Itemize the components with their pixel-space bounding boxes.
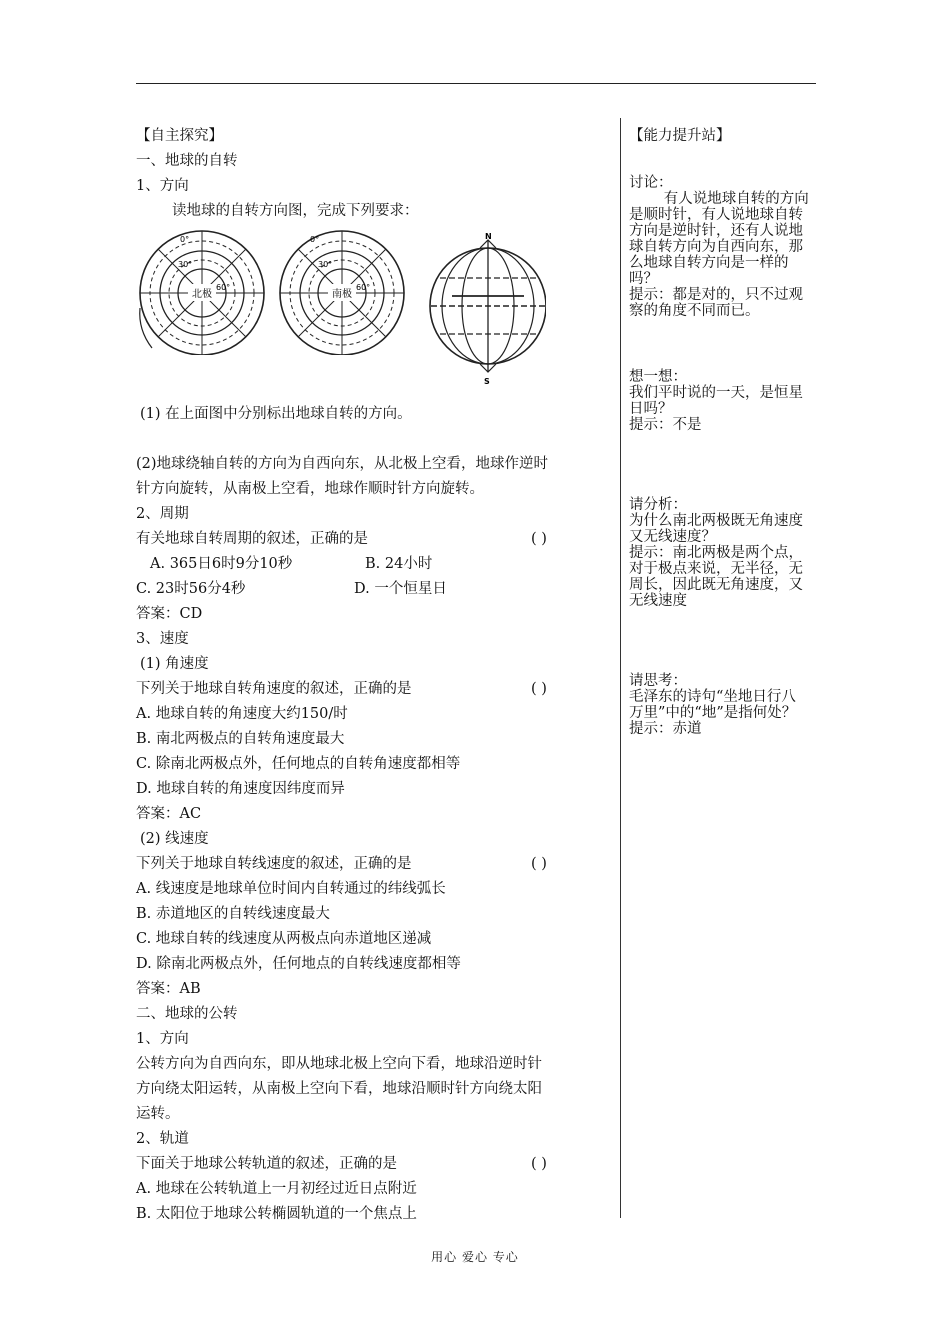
south-pole-figure bbox=[276, 230, 411, 355]
box-hint: 提示：不是 bbox=[629, 417, 702, 433]
subsection-title: (2) 线速度 bbox=[140, 831, 209, 847]
answer-blank: ( ) bbox=[531, 681, 547, 697]
box-label: 想一想： bbox=[629, 369, 687, 385]
paragraph-line: 运转。 bbox=[136, 1106, 180, 1122]
answer-blank: ( ) bbox=[531, 1156, 547, 1172]
latitude-label: 0° bbox=[310, 235, 320, 244]
south-label: S bbox=[484, 377, 490, 386]
page-footer: 用心 爱心 专心 bbox=[431, 1250, 519, 1264]
paragraph-line: (2)地球绕轴自转的方向为自西向东，从北极上空看，地球作逆时 bbox=[136, 456, 549, 472]
box-label: 讨论： bbox=[629, 175, 673, 191]
subsection-title: 1、方向 bbox=[136, 178, 189, 194]
pole-label: 北极 bbox=[192, 289, 212, 300]
question-stem: 有关地球自转周期的叙述，正确的是 ( ) bbox=[136, 527, 614, 552]
option-row bbox=[136, 552, 614, 577]
paragraph-line: 公转方向为自西向东，即从地球北极上空向下看，地球沿逆时针 bbox=[136, 1056, 542, 1072]
sidebar-header: 【能力提升站】 bbox=[629, 128, 731, 144]
option: B. 南北两极点的自转角速度最大 bbox=[136, 731, 345, 747]
north-pole-figure bbox=[136, 230, 271, 355]
box-text: 我们平时说的一天，是恒星日吗？ bbox=[629, 385, 803, 417]
box-text: 为什么南北两极既无角速度又无线速度？ bbox=[629, 513, 803, 545]
latitude-label: 60° bbox=[216, 283, 231, 292]
section-header: 【自主探究】 bbox=[136, 128, 223, 144]
answer-blank: ( ) bbox=[531, 856, 547, 872]
north-label: N bbox=[485, 232, 492, 241]
subsection-title: (1) 角速度 bbox=[140, 656, 209, 672]
header-rule bbox=[136, 83, 816, 84]
latitude-label: 60° bbox=[356, 283, 371, 292]
sidebar-column bbox=[629, 124, 809, 737]
answer-text: 答案：AC bbox=[136, 806, 202, 822]
option: C. 地球自转的线速度从两极点向赤道地区递减 bbox=[136, 931, 432, 947]
question-stem: 下列关于地球自转线速度的叙述，正确的是 ( ) bbox=[136, 852, 614, 877]
consider-box bbox=[629, 673, 809, 737]
box-label: 请思考： bbox=[629, 673, 687, 689]
option: D. 除南北两极点外，任何地点的自转线速度都相等 bbox=[136, 956, 461, 972]
subsection-title: 2、轨道 bbox=[136, 1131, 189, 1147]
option: A. 线速度是地球单位时间内自转通过的纬线弧长 bbox=[136, 881, 446, 897]
box-label: 请分析： bbox=[629, 497, 687, 513]
option: B. 赤道地区的自转线速度最大 bbox=[136, 906, 330, 922]
box-text: 有人说地球自转的方向是顺时针，有人说地球自转方向是逆时针，还有人说地球自转方向为自西向东，那么地球自转方向是一样的吗？ bbox=[629, 191, 809, 287]
answer-text: 答案：AB bbox=[136, 981, 201, 997]
rotation-figures bbox=[136, 230, 614, 390]
main-column bbox=[136, 124, 614, 1227]
box-hint: 提示：都是对的，只不过观察的角度不同而已。 bbox=[629, 287, 803, 319]
option-row bbox=[136, 577, 614, 602]
latitude-label: 30° bbox=[178, 260, 193, 269]
pole-label: 南极 bbox=[332, 289, 352, 300]
analyze-box bbox=[629, 497, 809, 609]
question-stem: 下面关于地球公转轨道的叙述，正确的是 ( ) bbox=[136, 1152, 614, 1177]
think-box bbox=[629, 369, 809, 433]
subsection-title: 1、方向 bbox=[136, 1031, 189, 1047]
paragraph-line: 针方向旋转，从南极上空看，地球作顺时针方向旋转。 bbox=[136, 481, 484, 497]
option: A. 地球自转的角速度大约150/时 bbox=[136, 706, 348, 722]
option: C. 除南北两极点外，任何地点的自转角速度都相等 bbox=[136, 756, 461, 772]
option: A. 地球在公转轨道上一月初经过近日点附近 bbox=[136, 1181, 417, 1197]
option: D. 一个恒星日 bbox=[354, 581, 447, 597]
option: A. 365日6时9分10秒 bbox=[150, 556, 293, 572]
box-hint: 提示：赤道 bbox=[629, 721, 702, 737]
subsection-title: 3、速度 bbox=[136, 631, 189, 647]
section-title: 二、地球的公转 bbox=[136, 1006, 238, 1022]
subsection-title: 2、周期 bbox=[136, 506, 189, 522]
latitude-label: 0° bbox=[180, 235, 190, 244]
option: C. 23时56分4秒 bbox=[136, 581, 246, 597]
section-title: 一、地球的自转 bbox=[136, 153, 238, 169]
globe-side-figure bbox=[426, 230, 546, 390]
instruction-text: 读地球的自转方向图，完成下列要求： bbox=[172, 203, 419, 219]
answer-blank: ( ) bbox=[531, 531, 547, 547]
option: D. 地球自转的角速度因纬度而异 bbox=[136, 781, 345, 797]
paragraph-line: 方向绕太阳运转，从南极上空向下看，地球沿顺时针方向绕太阳 bbox=[136, 1081, 542, 1097]
latitude-label: 30° bbox=[318, 260, 333, 269]
answer-text: 答案：CD bbox=[136, 606, 203, 622]
question-text: (1) 在上面图中分别标出地球自转的方向。 bbox=[140, 406, 412, 422]
option: B. 24小时 bbox=[365, 556, 433, 572]
box-text: 毛泽东的诗句“坐地日行八万里”中的“地”是指何处？ bbox=[629, 689, 797, 721]
column-divider bbox=[620, 118, 621, 1218]
question-stem: 下列关于地球自转角速度的叙述，正确的是 ( ) bbox=[136, 677, 614, 702]
option: B. 太阳位于地球公转椭圆轨道的一个焦点上 bbox=[136, 1206, 417, 1222]
box-hint: 提示：南北两极是两个点，对于极点来说，无半径，无周长，因此既无角速度，又无线速度 bbox=[629, 545, 803, 609]
discussion-box bbox=[629, 175, 809, 319]
